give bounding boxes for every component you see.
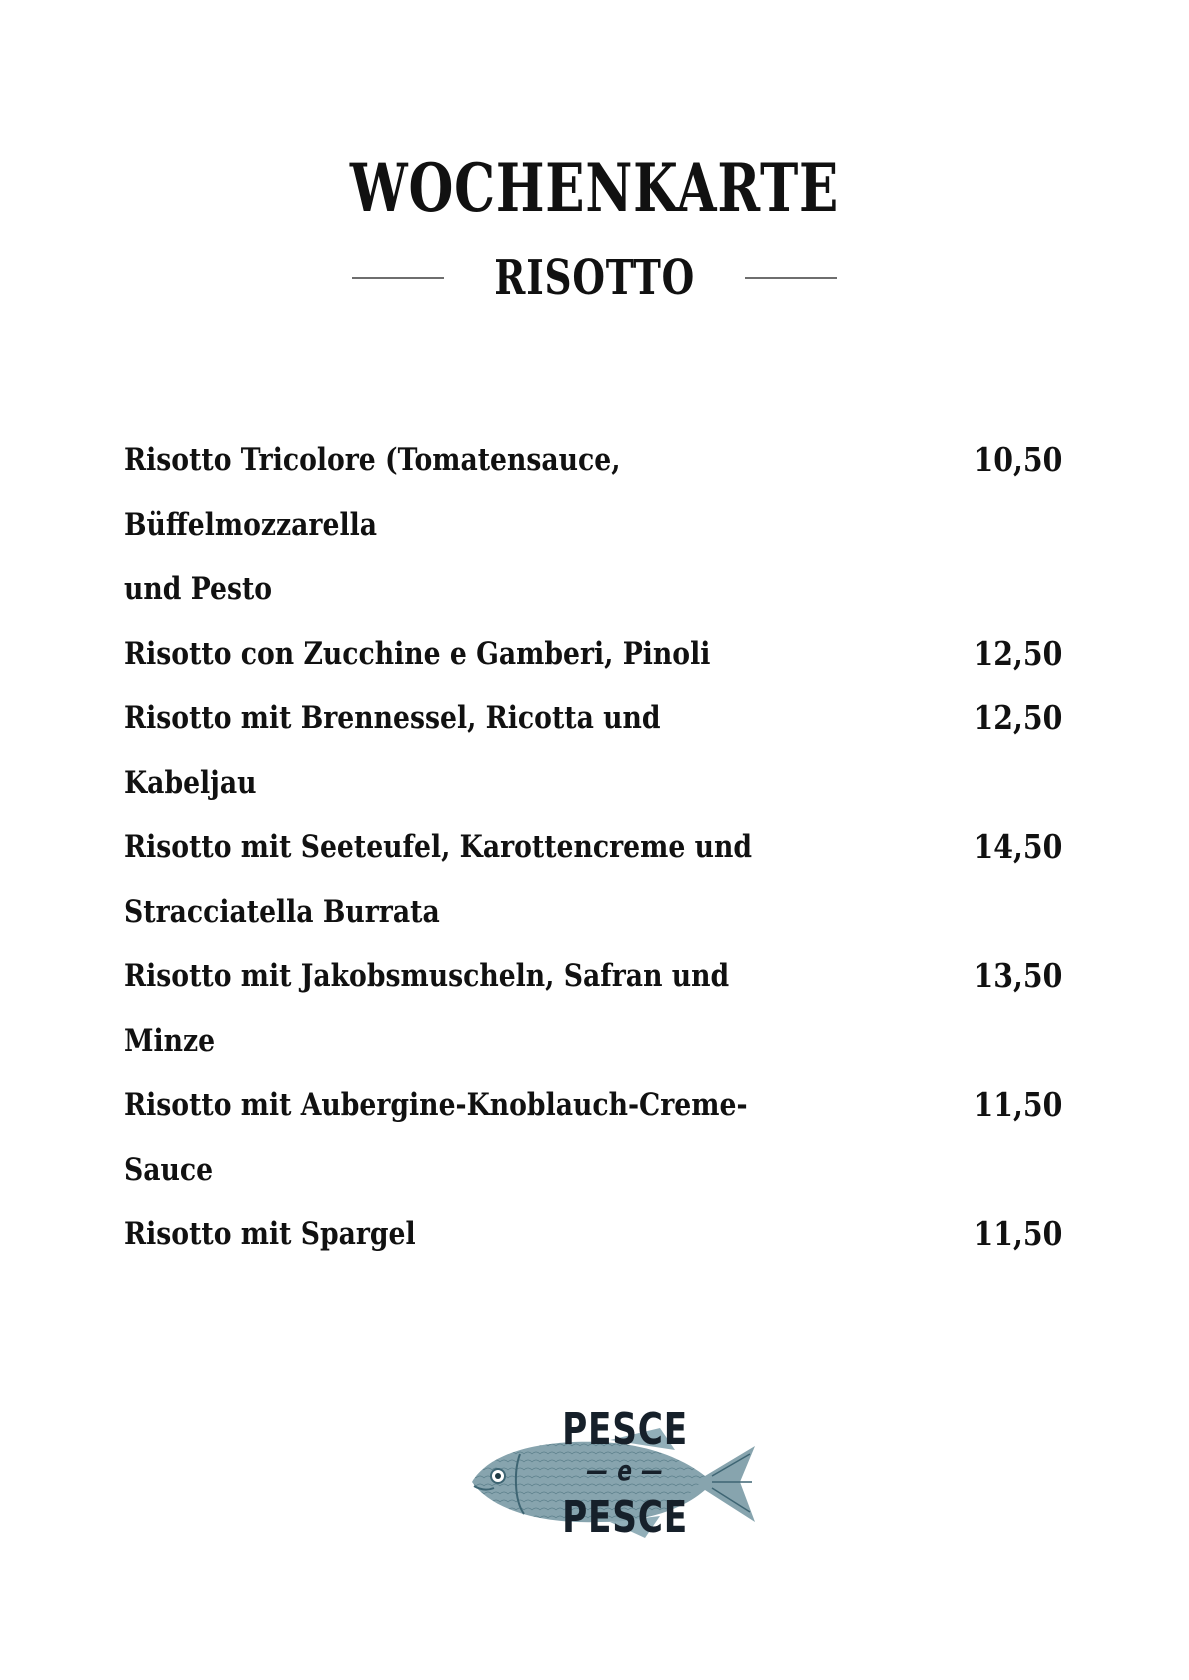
- logo-dash-right: —: [632, 1454, 664, 1487]
- logo-text-top: PESCE: [562, 1404, 688, 1455]
- menu-item-name: Risotto mit Aubergine-Knoblauch-Creme-Sauce: [124, 1087, 748, 1188]
- menu-item-name: Risotto mit Spargel: [124, 1216, 416, 1252]
- menu-item-name: Risotto con Zucchine e Gamberi, Pinoli: [124, 635, 711, 672]
- menu-item-price: 12,50: [973, 633, 1062, 673]
- menu-item-price: 13,50: [973, 956, 1062, 995]
- menu-item-name: Risotto mit Brennessel, Ricotta und Kabeljau: [124, 700, 661, 801]
- logo-text-e: e: [617, 1454, 633, 1487]
- menu-item-price: 11,50: [973, 1085, 1062, 1124]
- restaurant-logo: [460, 1404, 760, 1550]
- menu-item-name: Risotto mit Jakobsmuscheln, Safran und Minze: [124, 958, 730, 1059]
- menu-item: [124, 944, 1062, 1073]
- menu-item: [124, 686, 1062, 815]
- menu-item: [124, 428, 1062, 622]
- menu-item: [124, 622, 1062, 687]
- menu-item-name: Risotto mit Seeteufel, Karottencreme und Stracciatella Burrata: [124, 829, 753, 930]
- logo-text-bottom: PESCE: [562, 1492, 688, 1543]
- subtitle-row: [0, 248, 1189, 308]
- menu-item-price: 14,50: [973, 827, 1062, 866]
- menu-item-name: Risotto Tricolore (Tomatensauce, Büffelmozzarella und Pesto: [124, 442, 621, 607]
- logo-dash-left: —: [586, 1454, 618, 1487]
- menu-title: WOCHENKARTE: [349, 149, 840, 227]
- menu-item: [124, 815, 1062, 944]
- menu-item-price: 11,50: [973, 1214, 1062, 1253]
- menu-item: [124, 1202, 1062, 1267]
- subtitle-left-rule: [352, 277, 444, 279]
- logo-text-middle: [551, 1454, 699, 1487]
- menu-subtitle: RISOTTO: [494, 250, 695, 306]
- menu-item-price: 12,50: [973, 698, 1062, 737]
- subtitle-right-rule: [745, 277, 837, 279]
- menu-item: [124, 1073, 1062, 1202]
- menu-list: [124, 428, 1062, 1267]
- menu-item-price: 10,50: [973, 440, 1062, 479]
